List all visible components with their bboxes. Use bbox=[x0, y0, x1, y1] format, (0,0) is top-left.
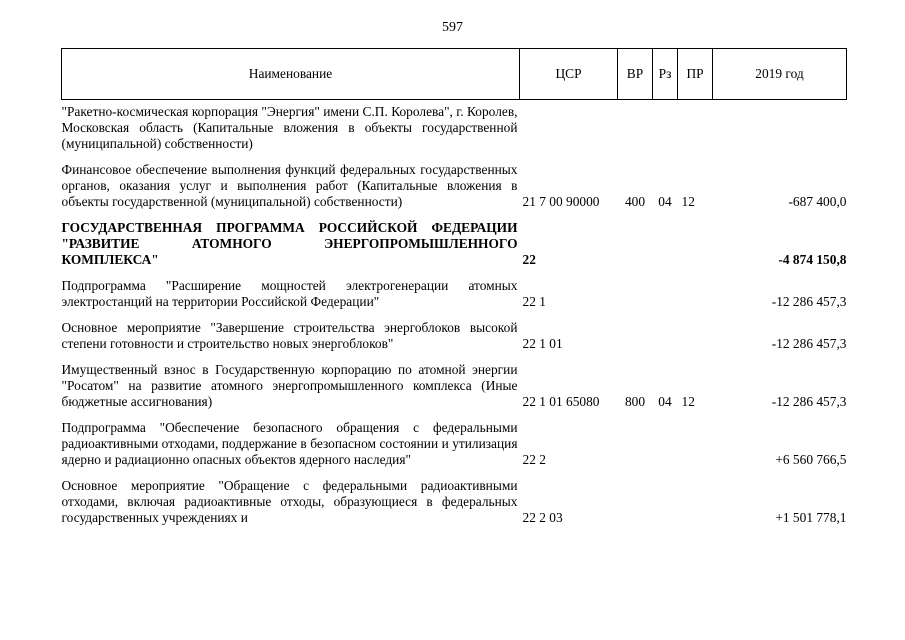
header-name: Наименование bbox=[62, 49, 520, 100]
row-vr bbox=[618, 468, 653, 526]
row-amount: -12 286 457,3 bbox=[771, 294, 847, 309]
row-rz bbox=[653, 310, 678, 352]
row-vr: 400 bbox=[624, 194, 646, 209]
row-rz bbox=[653, 100, 678, 153]
row-csr: 22 1 01 bbox=[522, 336, 563, 351]
row-pr bbox=[678, 410, 713, 468]
row-amount bbox=[713, 100, 847, 153]
row-vr bbox=[618, 268, 653, 310]
row-vr bbox=[618, 310, 653, 352]
table-row bbox=[62, 468, 847, 526]
row-name: Основное мероприятие "Завершение строительства энергоблоков высокой степени готовности и строительство новых энергоблоков" bbox=[61, 320, 518, 351]
table-header bbox=[62, 49, 847, 100]
row-csr: 22 1 bbox=[522, 294, 546, 309]
table-row bbox=[62, 210, 847, 268]
header-year: 2019 год bbox=[713, 49, 847, 100]
row-pr bbox=[678, 210, 713, 268]
row-name: Имущественный взнос в Государственную корпорацию по атомной энергии "Росатом" на развитие атомного энергопромышленного комплекса (Иные бюджетные ассигнования) bbox=[61, 362, 518, 409]
row-name: Основное мероприятие "Обращение с федеральными радиоактивными отходами, включая радиоактивные отходы, образующиеся в федеральных государственных учреждениях и bbox=[61, 478, 518, 525]
row-rz bbox=[653, 468, 678, 526]
row-pr: 12 bbox=[681, 394, 695, 409]
row-csr: 22 bbox=[522, 252, 536, 267]
header-vr: ВР bbox=[618, 49, 653, 100]
page-number: 597 bbox=[442, 20, 463, 35]
row-pr: 12 bbox=[681, 194, 695, 209]
row-name: Подпрограмма "Обеспечение безопасного обращения с федеральными радиоактивными отходами, поддержание в безопасном состоянии и утилизация ядерно и радиационно опасных объектов ядерного наследия" bbox=[61, 420, 518, 467]
row-pr bbox=[678, 468, 713, 526]
row-vr: 800 bbox=[624, 394, 646, 409]
row-rz: 04 bbox=[658, 394, 672, 409]
header-pr: ПР bbox=[678, 49, 713, 100]
row-name: Подпрограмма "Расширение мощностей электрогенерации атомных электростанций на территории Российской Федерации" bbox=[61, 278, 518, 309]
row-csr: 22 1 01 65080 bbox=[522, 394, 600, 409]
row-rz bbox=[653, 410, 678, 468]
row-name: Финансовое обеспечение выполнения функций федеральных государственных органов, оказания услуг и выполнения работ (Капитальные вложения в объекты государственной (муниципальной) собственности) bbox=[61, 162, 518, 209]
table-row bbox=[62, 310, 847, 352]
row-csr: 21 7 00 90000 bbox=[522, 194, 600, 209]
row-pr bbox=[678, 310, 713, 352]
row-rz: 04 bbox=[658, 194, 672, 209]
row-pr bbox=[678, 268, 713, 310]
row-amount: -4 874 150,8 bbox=[778, 252, 847, 267]
row-amount: +6 560 766,5 bbox=[775, 452, 847, 467]
header-rz: Рз bbox=[653, 49, 678, 100]
row-amount: +1 501 778,1 bbox=[775, 510, 847, 525]
row-vr bbox=[618, 210, 653, 268]
row-vr bbox=[618, 100, 653, 153]
row-amount: -12 286 457,3 bbox=[771, 394, 847, 409]
table-row bbox=[62, 352, 847, 410]
row-amount: -12 286 457,3 bbox=[771, 336, 847, 351]
row-csr: 22 2 bbox=[522, 452, 546, 467]
row-rz bbox=[653, 268, 678, 310]
table-row bbox=[62, 410, 847, 468]
header-csr: ЦСР bbox=[520, 49, 618, 100]
row-name: ГОСУДАРСТВЕННАЯ ПРОГРАММА РОССИЙСКОЙ ФЕДЕРАЦИИ "РАЗВИТИЕ АТОМНОГО ЭНЕРГОПРОМЫШЛЕННОГО КОМПЛЕКСА" bbox=[61, 220, 518, 267]
row-rz bbox=[653, 210, 678, 268]
budget-table bbox=[61, 48, 847, 526]
table-row bbox=[62, 100, 847, 153]
row-vr bbox=[618, 410, 653, 468]
row-name: "Ракетно-космическая корпорация "Энергия" имени С.П. Королева", г. Королев, Московская область (Капитальные вложения в объекты государственной (муниципальной) собственности) bbox=[61, 104, 518, 151]
row-csr bbox=[520, 100, 618, 153]
row-csr: 22 2 03 bbox=[522, 510, 563, 525]
table-row bbox=[62, 152, 847, 210]
row-pr bbox=[678, 100, 713, 153]
table-row bbox=[62, 268, 847, 310]
row-amount: -687 400,0 bbox=[788, 194, 847, 209]
